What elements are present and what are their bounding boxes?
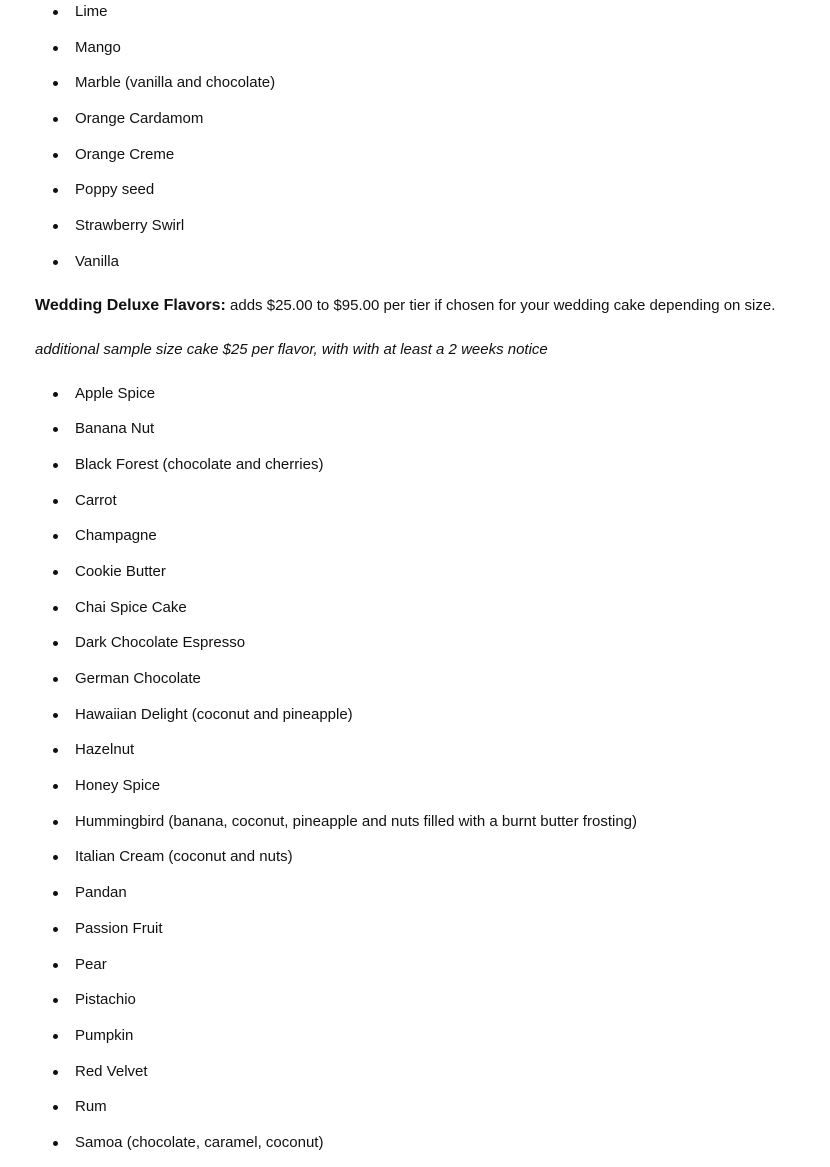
list-item: Passion Fruit [0, 917, 830, 953]
list-item: Pumpkin [0, 1024, 830, 1060]
list-item: Mango [0, 36, 830, 72]
standard-flavor-list [0, 0, 830, 286]
list-item: Orange Cardamom [0, 107, 830, 143]
list-item: Poppy seed [0, 178, 830, 214]
deluxe-flavor-list [0, 382, 830, 1167]
list-item: Italian Cream (coconut and nuts) [0, 845, 830, 881]
deluxe-flavors-heading: Wedding Deluxe Flavors: [35, 296, 226, 314]
list-item: Dark Chocolate Espresso [0, 631, 830, 667]
list-item: German Chocolate [0, 667, 830, 703]
list-item: Pear [0, 953, 830, 989]
list-item: Cookie Butter [0, 560, 830, 596]
list-item: Apple Spice [0, 382, 830, 418]
list-item: Pandan [0, 881, 830, 917]
list-item: Black Forest (chocolate and cherries) [0, 453, 830, 489]
list-item: Marble (vanilla and chocolate) [0, 71, 830, 107]
list-item: Red Velvet [0, 1060, 830, 1096]
deluxe-flavors-description: adds $25.00 to $95.00 per tier if chosen for your wedding cake depending on size. [225, 296, 776, 314]
list-item: Rum [0, 1095, 830, 1131]
list-item: Pistachio [0, 988, 830, 1024]
list-item: Honey Spice [0, 774, 830, 810]
list-item: Vanilla [0, 250, 830, 286]
list-item: Chai Spice Cake [0, 596, 830, 632]
deluxe-flavors-paragraph [35, 294, 830, 318]
list-item: Orange Creme [0, 143, 830, 179]
list-item: Banana Nut [0, 417, 830, 453]
list-item: Hummingbird (banana, coconut, pineapple and nuts filled with a burnt butter frosting) [0, 810, 830, 846]
list-item: Hazelnut [0, 738, 830, 774]
list-item: Samoa (chocolate, caramel, coconut) [0, 1131, 830, 1167]
list-item: Champagne [0, 524, 830, 560]
sample-cake-note: additional sample size cake $25 per flavor, with with at least a 2 weeks notice [35, 340, 548, 358]
list-item: Lime [0, 0, 830, 36]
list-item: Strawberry Swirl [0, 214, 830, 250]
list-item: Hawaiian Delight (coconut and pineapple) [0, 703, 830, 739]
list-item: Carrot [0, 489, 830, 525]
